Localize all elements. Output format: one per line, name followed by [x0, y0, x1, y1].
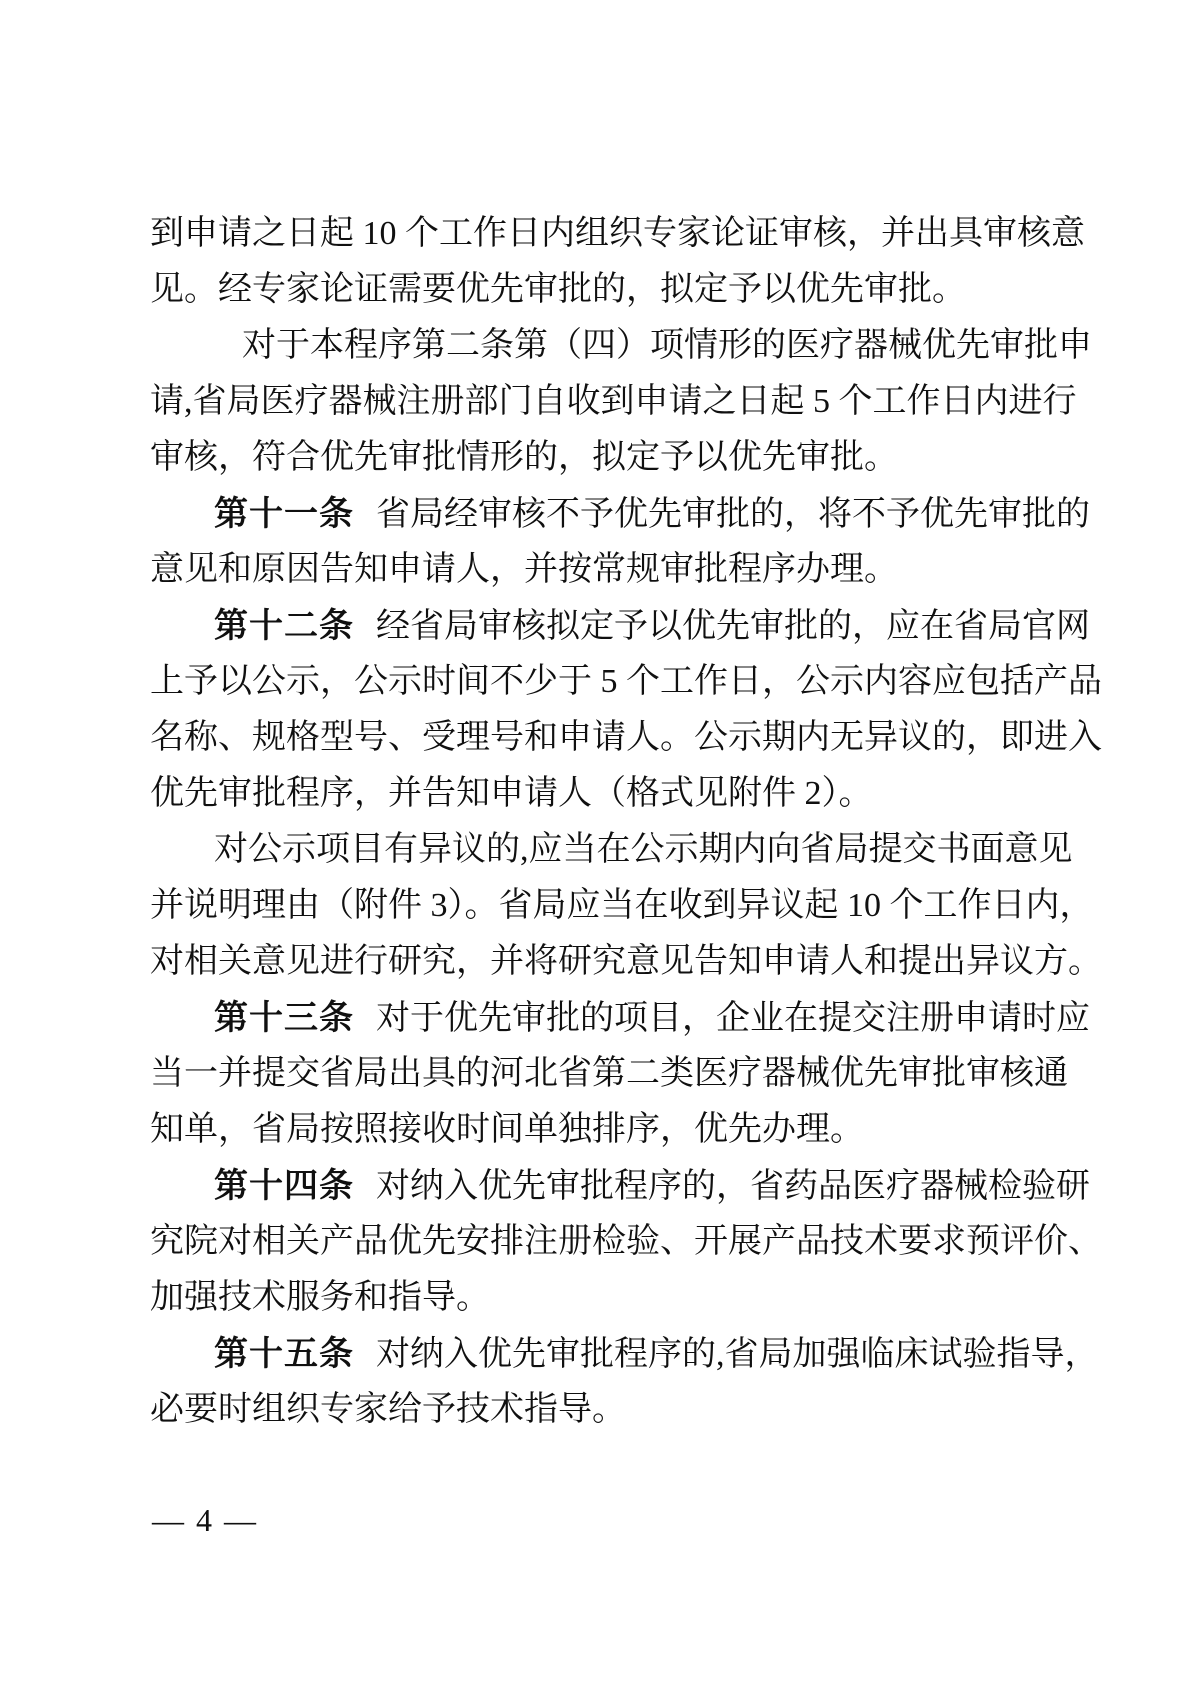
text-line: [150, 1382, 1050, 1438]
article-number: 第十四条: [214, 1167, 354, 1205]
text-line: [150, 1214, 1102, 1270]
line-text: 当一并提交省局出具的河北省第二类医疗器械优先审批审核通: [150, 1055, 1068, 1092]
line-text: 经省局审核拟定予以优先审批的，应在省局官网: [376, 608, 1090, 645]
document-body: [150, 206, 1102, 1438]
line-text: 究院对相关产品优先安排注册检验、开展产品技术要求预评价、: [150, 1223, 1102, 1260]
text-line: [150, 766, 1050, 822]
text-line: [150, 486, 1090, 542]
line-text: 加强技术服务和指导。: [150, 1279, 490, 1316]
text-line: [150, 318, 1092, 374]
text-line: [150, 1046, 1068, 1102]
text-line: [150, 206, 1085, 262]
text-line: [150, 598, 1090, 654]
line-text: 见。经专家论证需要优先审批的，拟定予以优先审批。: [150, 271, 966, 308]
article-number: 第十三条: [214, 999, 354, 1037]
text-line: [150, 878, 1094, 934]
line-text: 对于本程序第二条第（四）项情形的医疗器械优先审批申: [242, 327, 1092, 364]
text-line: [150, 374, 1077, 430]
article-number: 第十一条: [214, 495, 354, 533]
article-number: 第十五条: [214, 1335, 354, 1373]
line-text: 必要时组织专家给予技术指导。: [150, 1391, 626, 1428]
text-line: [150, 542, 1050, 598]
text-line: [150, 710, 1102, 766]
line-text: 对相关意见进行研究，并将研究意见告知申请人和提出异议方。: [150, 943, 1102, 980]
line-text: 对于优先审批的项目，企业在提交注册申请时应: [376, 1000, 1090, 1037]
line-text: 名称、规格型号、受理号和申请人。公示期内无异议的，即进入: [150, 719, 1102, 756]
text-line: [150, 1326, 1099, 1382]
text-line: [150, 822, 1073, 878]
text-line: [150, 430, 1050, 486]
line-text: 请,省局医疗器械注册部门自收到申请之日起 5 个工作日内进行: [150, 383, 1077, 420]
text-line: [150, 934, 1102, 990]
text-line: [150, 1158, 1090, 1214]
text-line: [150, 654, 1102, 710]
line-text: 对纳入优先审批程序的,省局加强临床试验指导，: [376, 1336, 1099, 1373]
line-text: 优先审批程序，并告知申请人（格式见附件 2）。: [150, 775, 873, 812]
line-text: 意见和原因告知申请人，并按常规审批程序办理。: [150, 551, 898, 588]
line-text: 并说明理由（附件 3）。省局应当在收到异议起 10 个工作日内，: [150, 887, 1094, 924]
line-text: 上予以公示，公示时间不少于 5 个工作日，公示内容应包括产品: [150, 663, 1102, 700]
line-text: 对公示项目有异议的,应当在公示期内向省局提交书面意见: [214, 831, 1073, 868]
line-text: 对纳入优先审批程序的，省药品医疗器械检验研: [376, 1168, 1090, 1205]
line-text: 省局经审核不予优先审批的，将不予优先审批的: [376, 496, 1090, 533]
text-line: [150, 262, 1050, 318]
text-line: [150, 990, 1090, 1046]
article-number: 第十二条: [214, 607, 354, 645]
page-number: — 4 —: [152, 1502, 258, 1538]
line-text: 到申请之日起 10 个工作日内组织专家论证审核，并出具审核意: [150, 215, 1085, 252]
text-line: [150, 1102, 1050, 1158]
line-text: 审核，符合优先审批情形的，拟定予以优先审批。: [150, 439, 898, 476]
line-text: 知单，省局按照接收时间单独排序，优先办理。: [150, 1111, 864, 1148]
text-line: [150, 1270, 1050, 1326]
